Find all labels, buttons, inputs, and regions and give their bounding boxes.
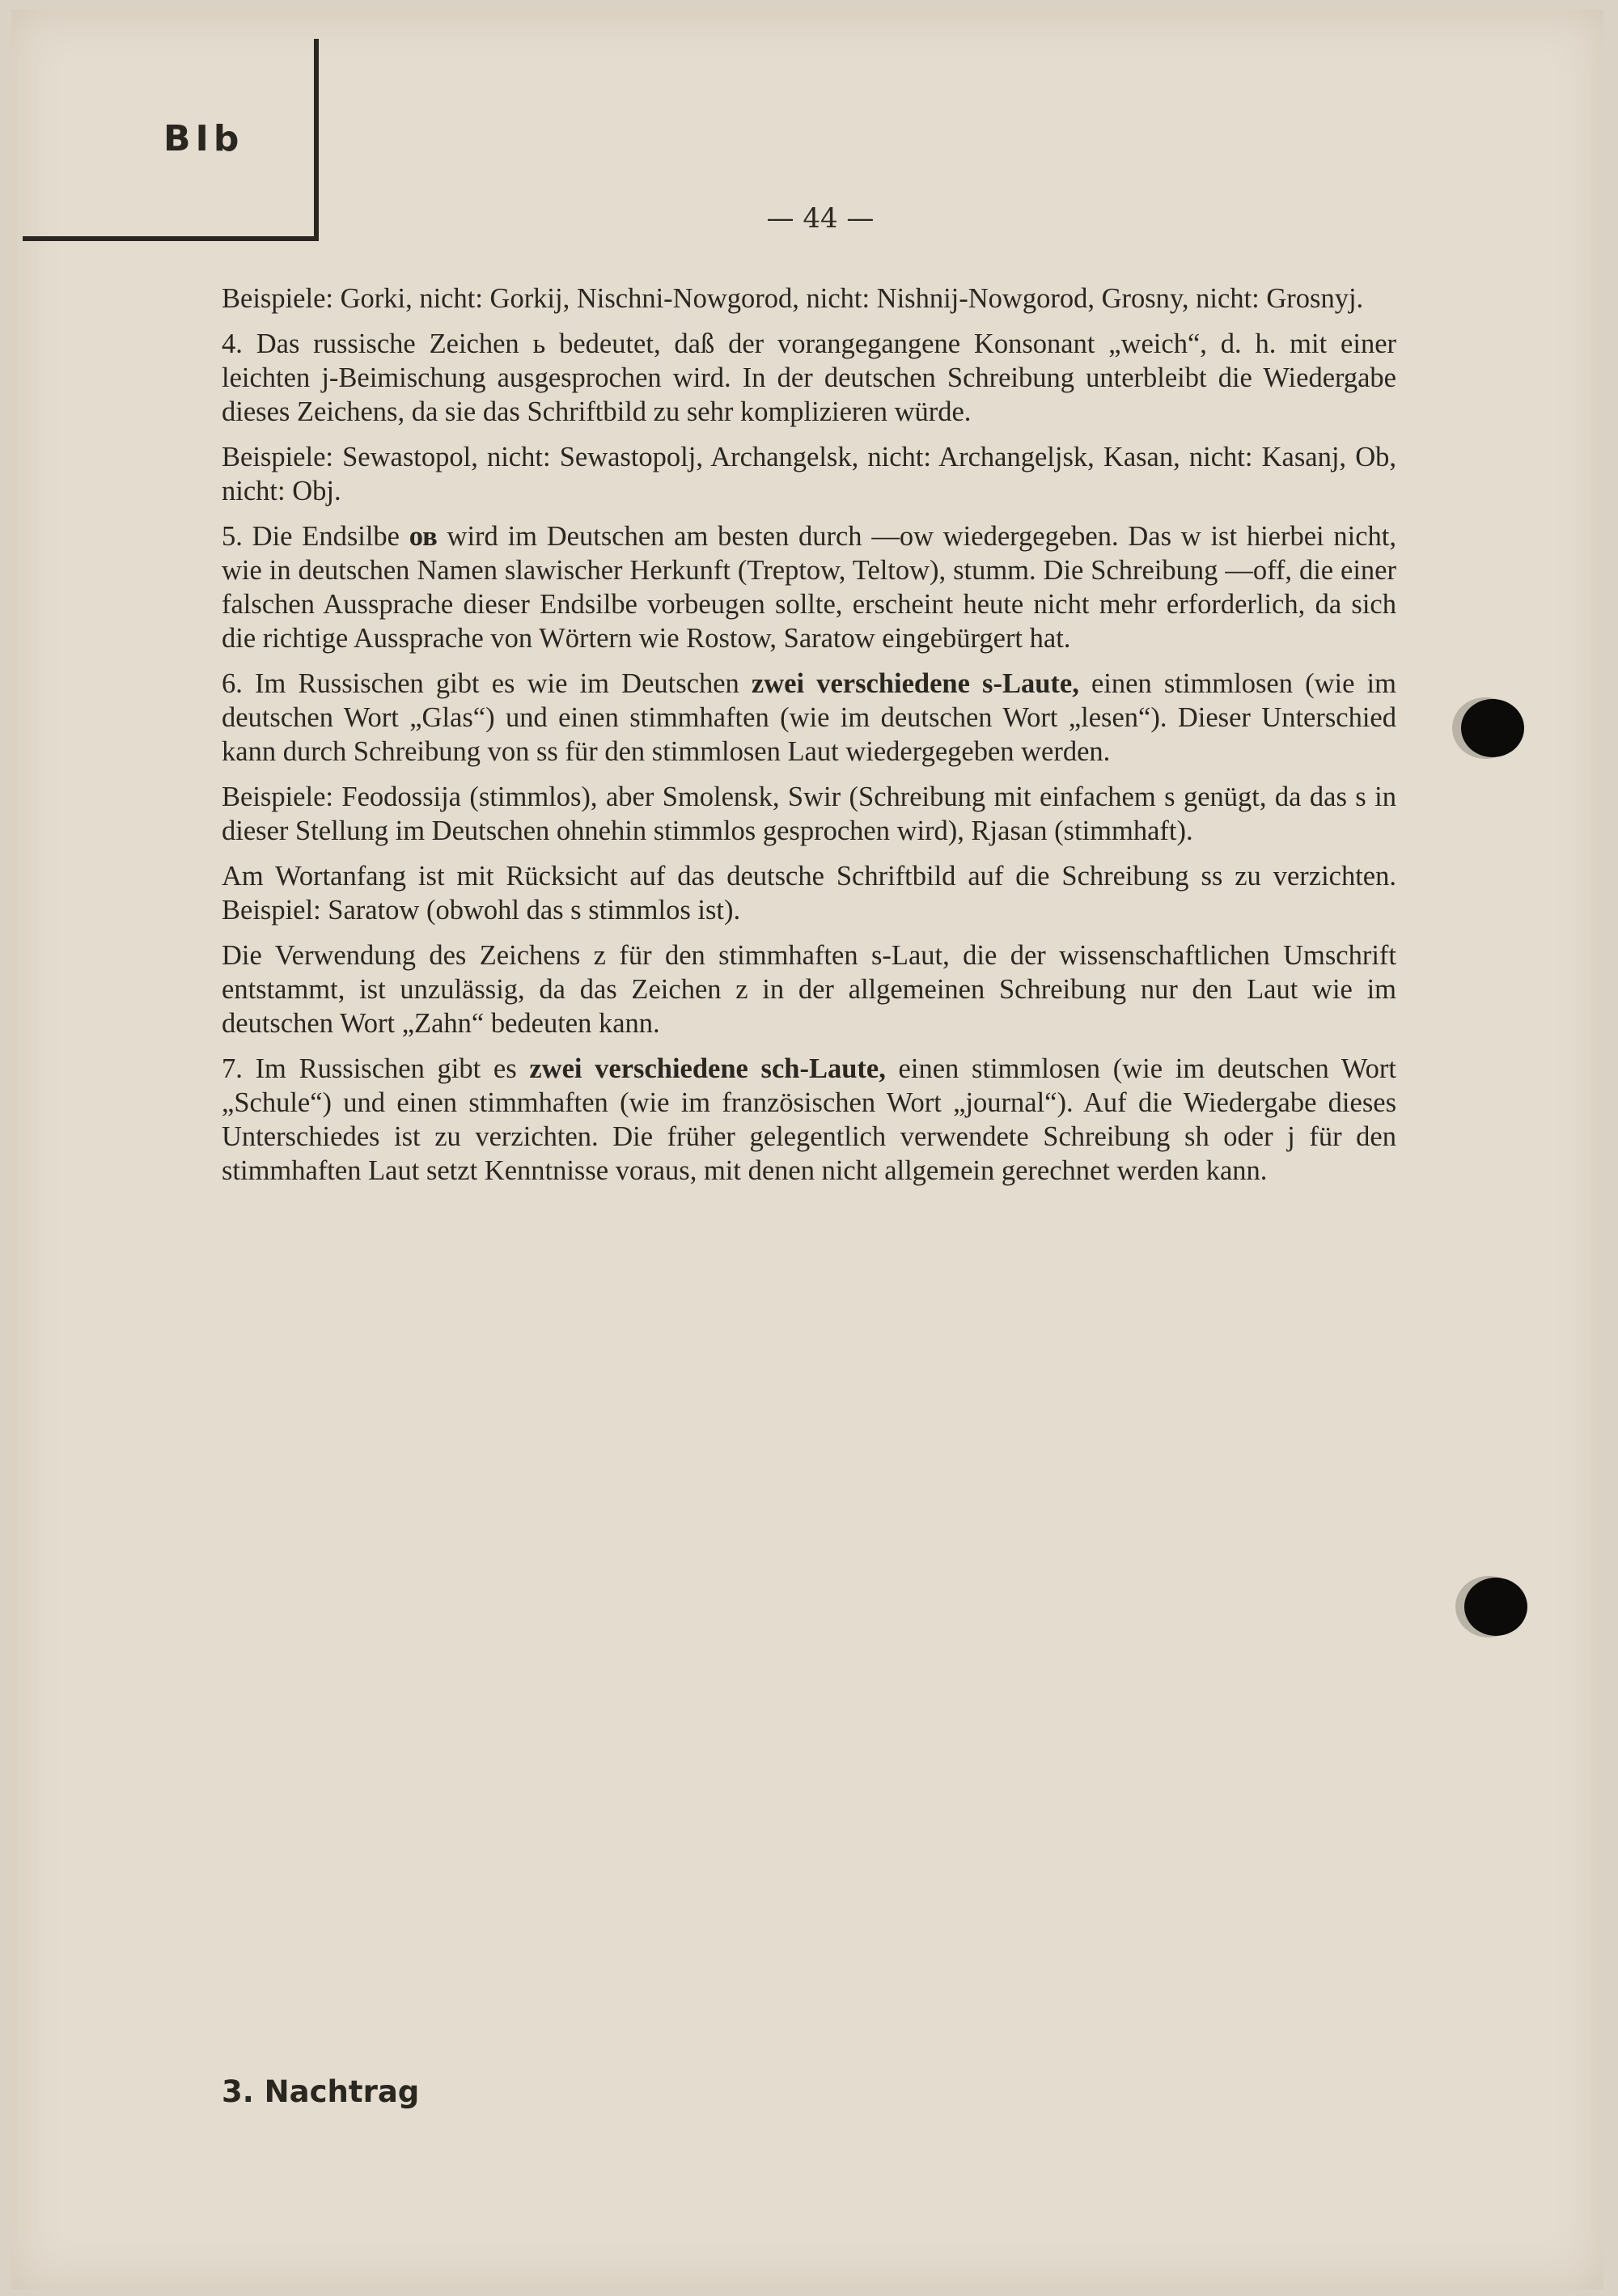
- paragraph-word-start: Am Wortanfang ist mit Rücksicht auf das deutsche Schriftbild auf die Schreibung ss zu verzichten. Beispiel: Saratow (obwohl das s stimmlos ist).: [222, 861, 1396, 926]
- paragraph-examples-1: Beispiele: Gorki, nicht: Gorkij, Nischni-Nowgorod, nicht: Nishnij-Nowgorod, Grosny, nicht: Grosnyj.: [222, 283, 1364, 314]
- paragraph-z-usage: Die Verwendung des Zeichens z für den stimmhaften s-Laut, die der wissenschaftlichen Umschrift entstammt, ist unzulässig, da das Zeichen z in der allgemeinen Schreibung nur den Laut wie im deutschen Wort „Zahn“ bedeuten kann.: [222, 940, 1396, 1039]
- paragraph-examples-2: Beispiele: Sewastopol, nicht: Sewastopolj, Archangelsk, nicht: Archangeljsk, Kasan, nicht: Kasanj, Ob, nicht: Obj.: [222, 442, 1396, 506]
- page-number: — 44 —: [766, 202, 875, 235]
- punch-hole-lower: [1464, 1578, 1527, 1636]
- body-text: [222, 282, 1396, 1199]
- paragraph-rule-4: 4. Das russische Zeichen ь bedeutet, daß der vorangegangene Konsonant „weich“, d. h. mit einer leichten j-Beimischung ausgesprochen wird. In der deutschen Schreibung unterbleibt die Wiedergabe dieses Zeichens, da sie das Schriftbild zu sehr komplizieren würde.: [222, 328, 1396, 427]
- paragraph-rule-6: [222, 667, 1396, 769]
- rule-6-emphasis: zwei verschiedene s-Laute,: [751, 668, 1079, 699]
- rule-5-text-a: 5. Die Endsilbe: [222, 521, 409, 552]
- rule-6-text-b: einen stimmlosen (wie im deutschen Wort „Glas“) und einen stimmhaften (wie im deutschen Wort „lesen“). Dieser Unterschied kann durch Schreibung von ss für den stimmlosen Laut wiedergegeben werden.: [222, 668, 1396, 767]
- rule-5-suffix: ов: [409, 521, 438, 552]
- paragraph-rule-5: [222, 519, 1396, 655]
- paragraph-examples-3: Beispiele: Feodossija (stimmlos), aber Smolensk, Swir (Schreibung mit einfachem s genügt, da das s in dieser Stellung im Deutschen ohnehin stimmlos gesprochen wird), Rjasan (stimmhaft).: [222, 782, 1396, 846]
- section-tab-label: BIb: [163, 118, 244, 159]
- rule-7-emphasis: zwei verschiedene sch-Laute,: [529, 1053, 886, 1084]
- document-page: [11, 10, 1603, 2290]
- rule-5-text-b: wird im Deutschen am besten durch —ow wiedergegeben. Das w ist hierbei nicht, wie in deutschen Namen slawischer Herkunft (Treptow, Teltow), stumm. Die Schreibung —off, die einer falschen Aussprache dieser Endsilbe vorbeugen sollte, erscheint heute nicht mehr erforderlich, da sich die richtige Aussprache von Wörtern wie Rostow, Saratow eingebürgert hat.: [222, 521, 1396, 654]
- paragraph-rule-7: [222, 1052, 1396, 1188]
- rule-7-text-a: 7. Im Russischen gibt es: [222, 1053, 530, 1084]
- punch-hole-upper: [1461, 699, 1524, 757]
- section-footer-title: 3. Nachtrag: [222, 2074, 420, 2109]
- rule-6-text-a: 6. Im Russischen gibt es wie im Deutschen: [222, 668, 752, 699]
- rule-7-text-b: einen stimmlosen (wie im deutschen Wort „Schule“) und einen stimmhaften (wie im französischen Wort „journal“). Auf die Wiedergabe dieses Unterschiedes ist zu verzichten. Die früher gelegentlich verwendete Schreibung sh oder j für den stimmhaften Laut setzt Kenntnisse voraus, mit denen nicht allgemein gerechnet werden kann.: [222, 1053, 1397, 1186]
